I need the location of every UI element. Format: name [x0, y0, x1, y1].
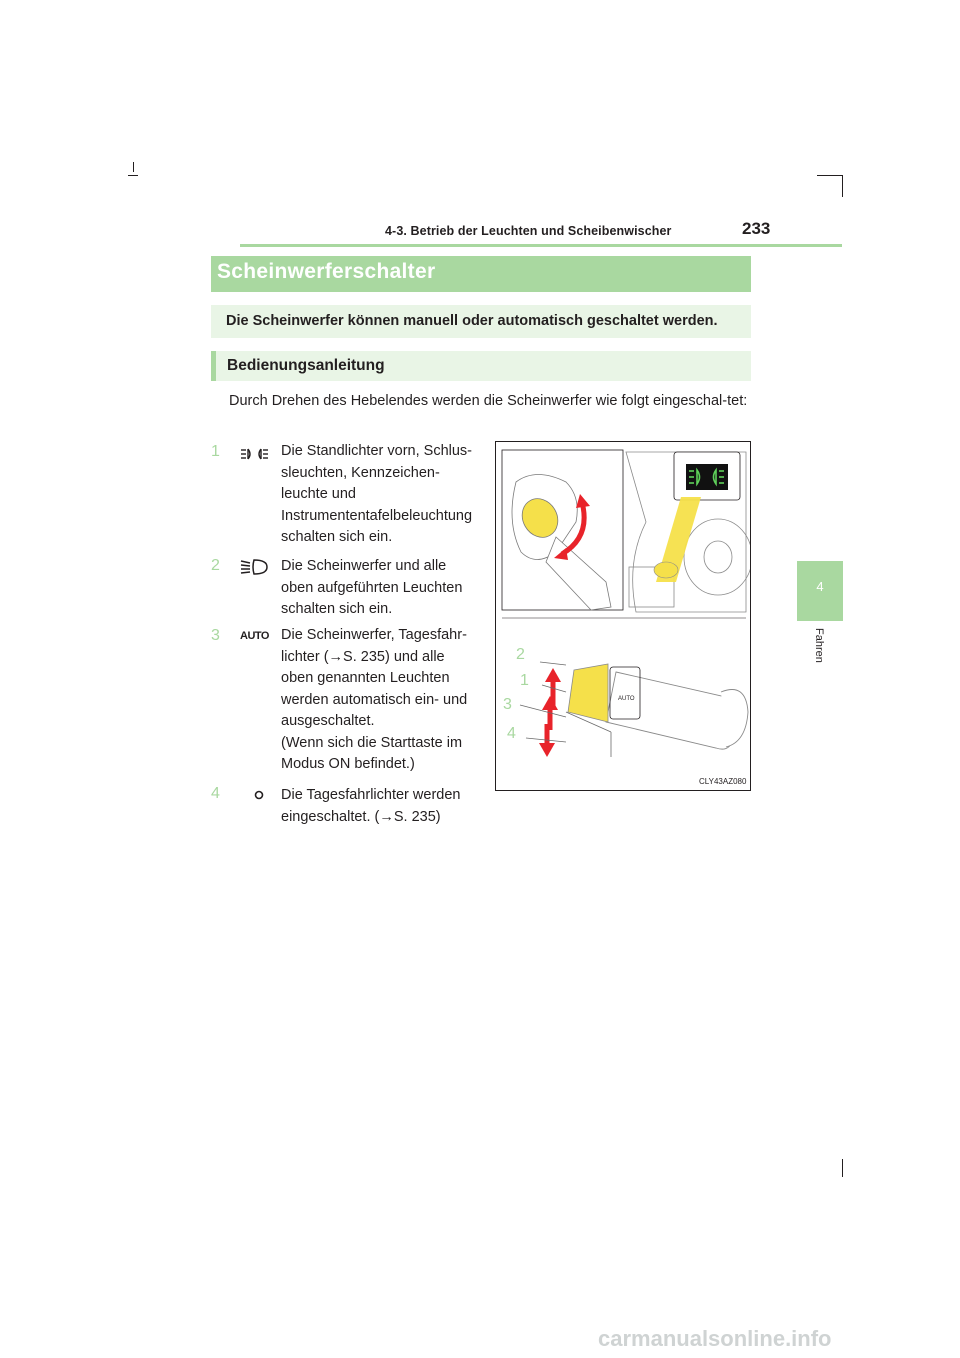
- crop-mark: [133, 162, 134, 172]
- intro-text: Die Scheinwerfer können manuell oder automatisch geschaltet werden.: [226, 313, 718, 329]
- title-band: [211, 256, 751, 292]
- item-line: werden automatisch ein- und: [281, 691, 468, 708]
- header-rule: [240, 244, 842, 247]
- item-text: [281, 625, 481, 776]
- subheading-band: [211, 351, 751, 381]
- item-line: schalten sich ein.: [281, 601, 393, 617]
- item-text: [281, 556, 481, 621]
- item-number: 3: [211, 627, 220, 644]
- intro-band: [211, 305, 751, 338]
- figure-label-1: 1: [520, 672, 529, 689]
- watermark: carmanualsonline.info: [598, 1326, 832, 1351]
- item-line: eingeschaltet. (→S. 235): [281, 808, 441, 825]
- body-intro: Durch Drehen des Hebelendes werden die Scheinwerfer wie folgt eingeschal-tet:: [229, 393, 748, 409]
- figure-code: CLY43AZ080: [699, 777, 747, 786]
- chapter-number: 4: [816, 579, 824, 594]
- figure-label-3: 3: [503, 696, 512, 713]
- daytime-running-light-icon: [252, 788, 266, 802]
- page-title: Scheinwerferschalter: [217, 260, 436, 283]
- auto-icon: AUTO: [240, 630, 269, 642]
- chapter-label: Fahren: [813, 628, 825, 663]
- item-line: Die Scheinwerfer, Tagesfahr-: [281, 627, 467, 643]
- item-line: Die Standlichter vorn, Schlus-: [281, 443, 472, 459]
- item-line: lichter (→S. 235) und alle: [281, 648, 445, 665]
- switch-auto-label: AUTO: [618, 696, 635, 702]
- item-line: Instrumententafelbeleuchtung: [281, 507, 473, 524]
- crop-mark: [842, 1159, 843, 1177]
- figure-label-2: 2: [516, 646, 525, 663]
- headlight-switch-illustration: [496, 442, 751, 791]
- item-line: sleuchten, Kennzeichen-: [281, 464, 440, 481]
- item-line: schalten sich ein.: [281, 529, 393, 545]
- figure-label-4: 4: [507, 725, 516, 742]
- item-number: 2: [211, 557, 220, 574]
- parking-light-icon: [240, 446, 270, 462]
- item-number: 1: [211, 443, 220, 460]
- item-line: leuchte und: [281, 486, 356, 502]
- chapter-tab: [797, 561, 843, 621]
- item-line: oben aufgeführten Leuchten: [281, 579, 463, 596]
- item-line: Modus ON befindet.): [281, 756, 415, 772]
- illustration-frame: [495, 441, 751, 791]
- item-text: [281, 441, 481, 549]
- crop-mark: [842, 175, 843, 197]
- item-line: (Wenn sich die Starttaste im: [281, 734, 463, 751]
- headlight-icon: [240, 558, 270, 576]
- item-line: Die Tagesfahrlichter werden: [281, 787, 461, 803]
- crop-mark: [128, 175, 138, 176]
- crop-mark: [817, 175, 843, 176]
- section-title: 4-3. Betrieb der Leuchten und Scheibenwischer: [385, 224, 672, 238]
- item-line: oben genannten Leuchten: [281, 670, 450, 686]
- page-number: 233: [742, 219, 771, 238]
- item-line: ausgeschaltet.: [281, 713, 375, 729]
- item-line: Die Scheinwerfer und alle: [281, 558, 447, 574]
- subheading: Bedienungsanleitung: [227, 357, 385, 374]
- item-text: [281, 785, 481, 828]
- item-number: 4: [211, 785, 220, 802]
